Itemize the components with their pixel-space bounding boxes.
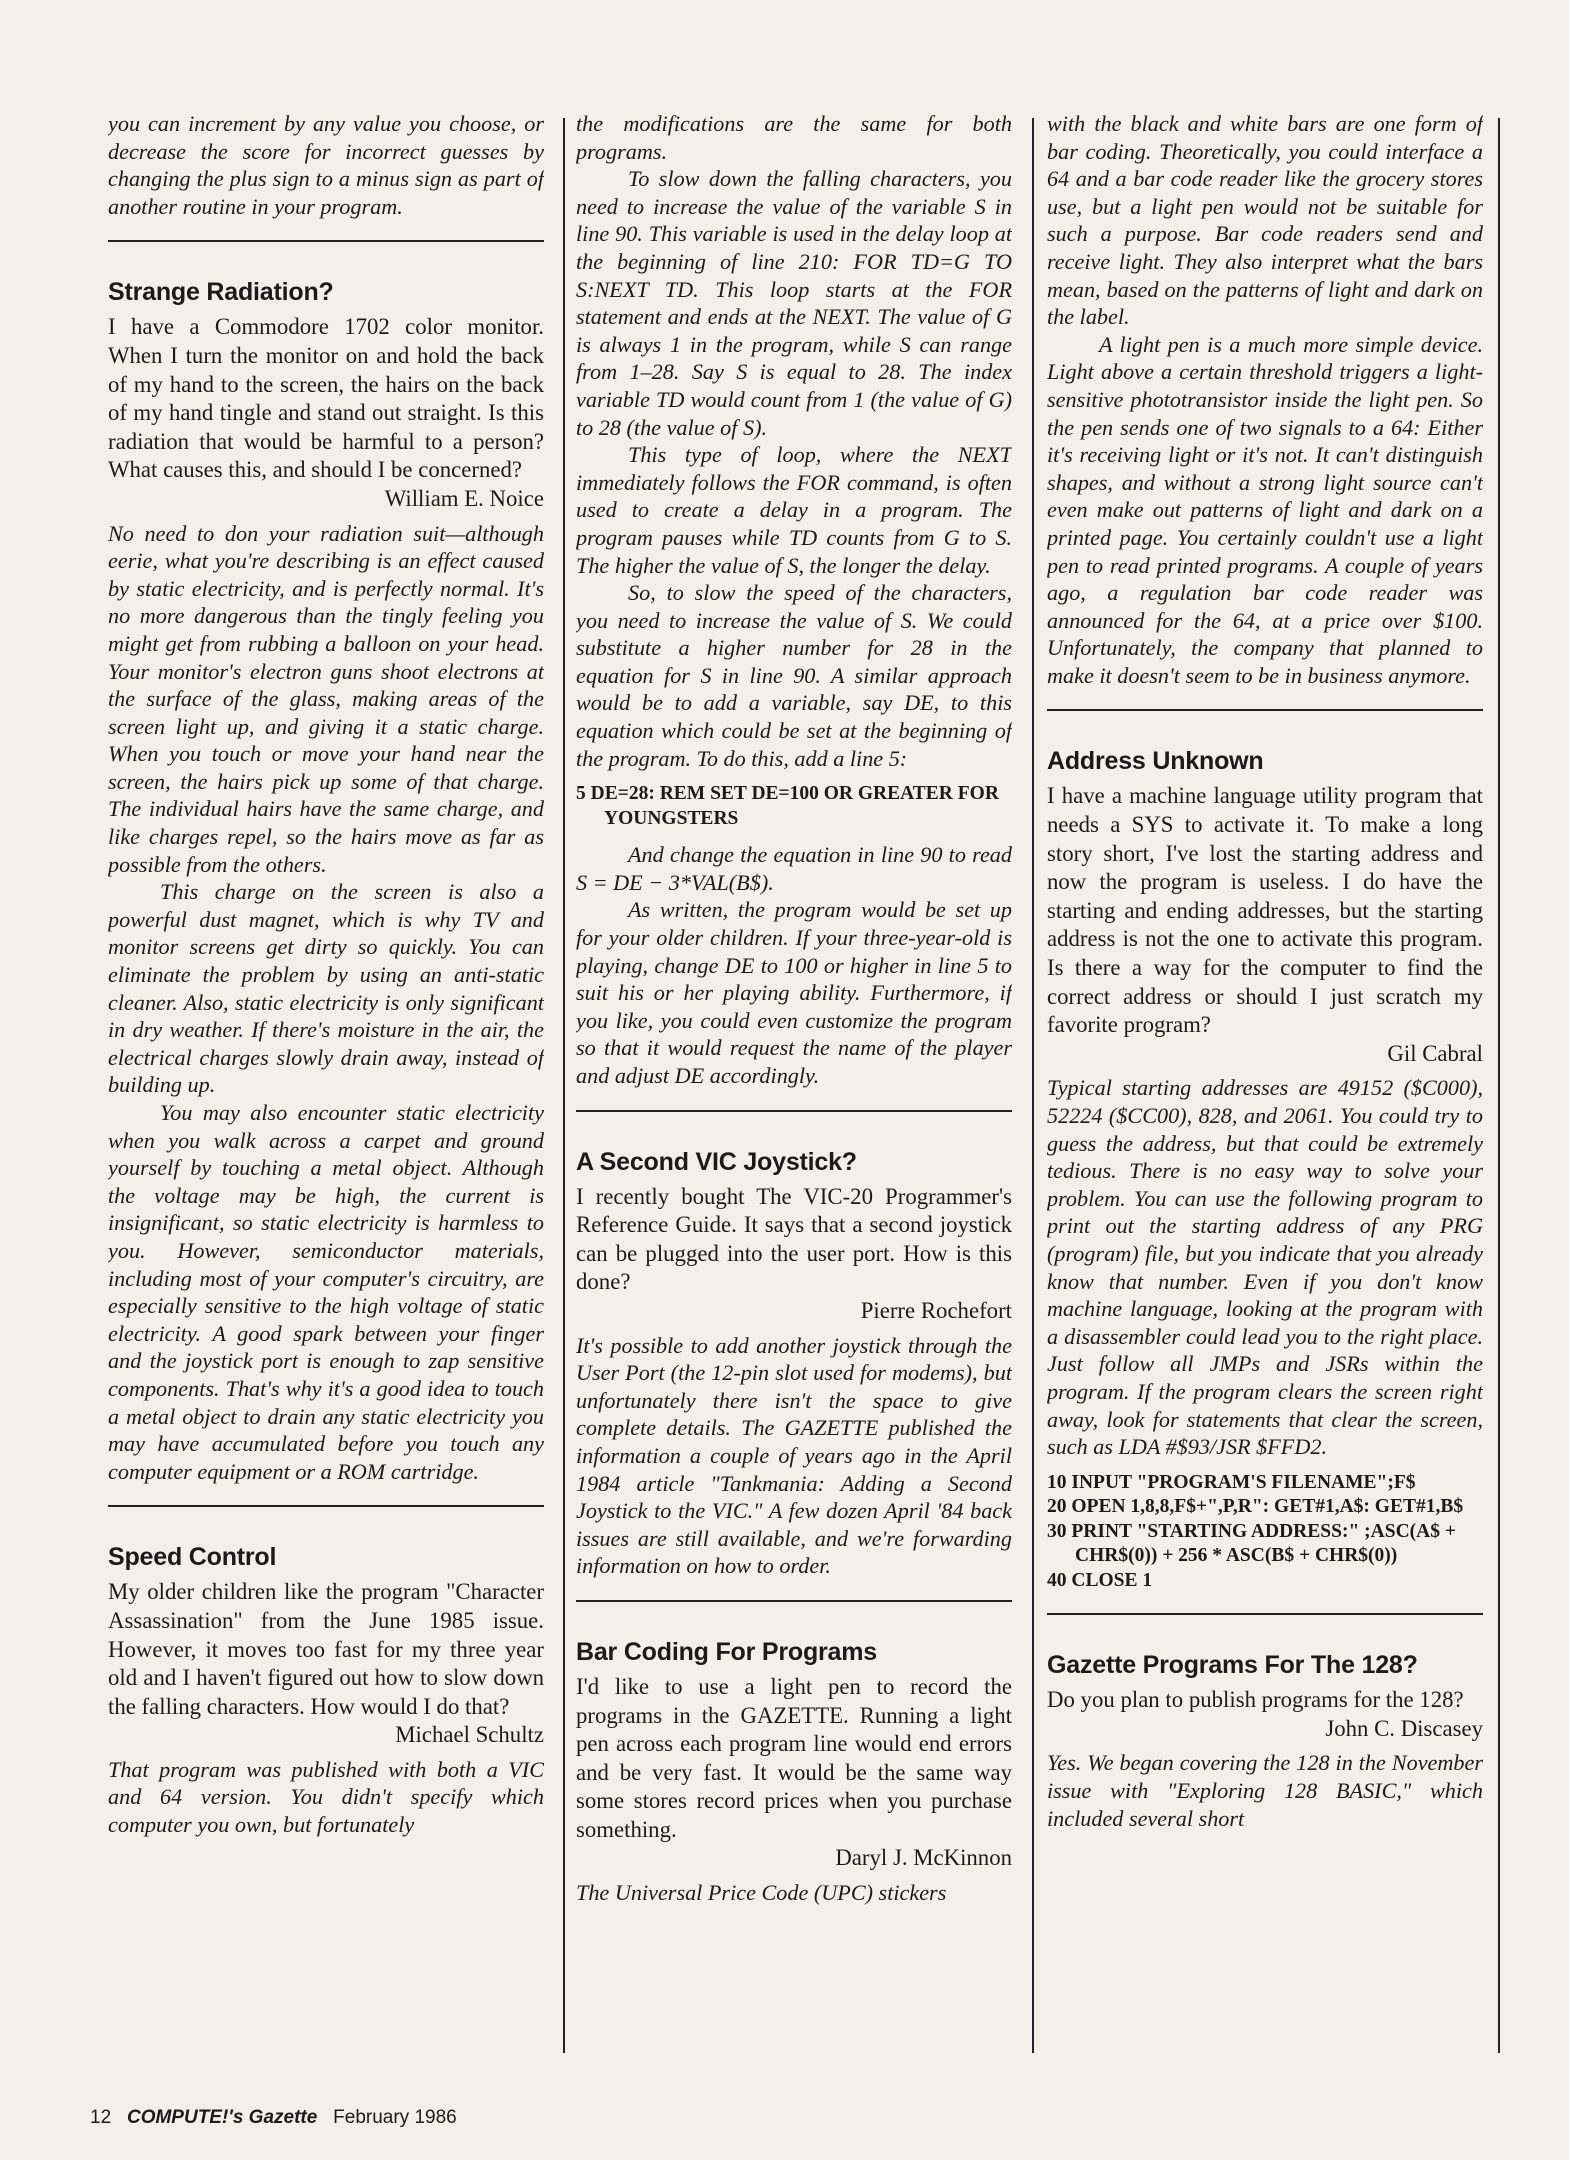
answer-text: A light pen is a much more simple device. Light above a certain threshold triggers a light-sensitive phototransistor inside the light pen. So the pen sends one of two signals to a 64: Either it's receiving light or it's not. It can't distinguish shapes, and without a strong light source can't even make out patterns of light and dark on a printed page. You certainly couldn't use a light pen to read printed programs. A couple of years ago, a regulation bar code reader was announced for the 64, at a price over $100. Unfortunately, the company that planned to make it doesn't seem to be in business anymore.	[1047, 331, 1483, 688]
section-rule	[1047, 1613, 1483, 1615]
answer-text: To slow down the falling characters, you need to increase the value of the variable S in line 90. This variable is used in the delay loop at the beginning of line 210: FOR TD=G TO S:NEXT TD. This loop starts at the FOR statement and ends at the NEXT. The value of G is always 1 in the program, while S can range from 1–28. Say S is equal to 28. The index variable TD would count from 1 (the value of G) to 28 (the value of S).	[576, 166, 1012, 440]
section-heading-address-unknown: Address Unknown	[1047, 747, 1264, 776]
signature: Michael Schultz	[395, 1722, 544, 1748]
column-1	[108, 110, 544, 1839]
answer-text: And change the equation in line 90 to read S = DE − 3*VAL(B$).	[576, 842, 1012, 895]
section-heading-bar-coding: Bar Coding For Programs	[576, 1637, 877, 1666]
column-rule-3	[1498, 118, 1500, 2053]
section-rule	[1047, 709, 1483, 711]
answer-text: with the black and white bars are one form of bar coding. Theoretically, you could interface a 64 and a bar code reader like the grocery stores use, but a light pen would not be suitable for such a purpose. Bar code readers send and receive light. They also interpret what the bars mean, based on the patterns of light and dark on the label.	[1047, 111, 1483, 330]
signature: Daryl J. McKinnon	[835, 1845, 1012, 1871]
answer-text: the modifications are the same for both programs.	[576, 111, 1012, 164]
column-rule-2	[1032, 118, 1034, 2053]
answer-text: This type of loop, where the NEXT immediately follows the FOR command, is often used to create a delay in a program. The program pauses while TD counts from G to S. The higher the value of S, the longer the delay.	[576, 442, 1012, 578]
code-line: 30 PRINT "STARTING ADDRESS:" ;ASC(A$ + CHR$(0)) + 256 * ASC(B$ + CHR$(0))	[1047, 1520, 1456, 1567]
question-text: I recently bought The VIC-20 Programmer's Reference Guide. It says that a second joystick can be plugged into the user port. How is this done?	[576, 1183, 1012, 1295]
question-text: Do you plan to publish programs for the 128?	[1047, 1687, 1464, 1713]
column-rule-1	[563, 118, 565, 2053]
answer-text: It's possible to add another joystick through the User Port (the 12-pin slot used for modems), but unfortunately there isn't the space to give complete details. The GAZETTE published the information a couple of years ago in the April 1984 article "Tankmania: Adding a Second Joystick to the VIC." A few dozen April '84 back issues are still available, and we're forwarding information on how to order.	[576, 1332, 1012, 1579]
section-heading-gazette-128: Gazette Programs For The 128?	[1047, 1651, 1418, 1680]
code-line: 40 CLOSE 1	[1047, 1569, 1153, 1591]
section-rule	[108, 1505, 544, 1507]
section-rule	[576, 1110, 1012, 1112]
page-footer	[90, 2107, 457, 2129]
signature: Gil Cabral	[1387, 1040, 1483, 1066]
magazine-name: COMPUTE!'s Gazette	[126, 2107, 318, 2128]
answer-text: Typical starting addresses are 49152 ($C000), 52224 ($CC00), 828, and 2061. You could try to guess the address, but that could be extremely tedious. There is no easy way to solve your problem. You can use the following program to print out the starting address of any PRG (program) file, but you indicate that you already know that number. Even if you don't know machine language, looking at the program with a disassembler could lead you to the right place. Just follow all JMPs and JSRs within the program. If the program clears the screen right away, look for statements that clear the screen, such as LDA #$93/JSR $FFD2.	[1047, 1075, 1483, 1460]
column-3	[1047, 110, 1483, 1832]
answer-text: The Universal Price Code (UPC) stickers	[576, 1880, 947, 1906]
issue-date: February 1986	[333, 2107, 457, 2128]
code-line: 20 OPEN 1,8,8,F$+",P,R": GET#1,A$: GET#1,B$	[1047, 1496, 1464, 1518]
section-rule	[576, 1600, 1012, 1602]
section-rule	[108, 240, 544, 242]
code-listing	[576, 782, 1012, 831]
answer-text: you can increment by any value you choose, or decrease the score for incorrect guesses by changing the plus sign to a minus sign as part of another routine in your program.	[108, 111, 544, 219]
signature: John C. Discasey	[1325, 1715, 1483, 1741]
signature: Pierre Rochefort	[860, 1297, 1012, 1323]
answer-text: No need to don your radiation suit—although eerie, what you're describing is an effect caused by static electricity, and is perfectly normal. It's no more dangerous than the tingly feeling you might get from rubbing a balloon on your head. Your monitor's electron guns shoot electrons at the surface of the glass, making areas of the screen light up, and giving it a static charge. When you touch or move your hand near the screen, the hairs pick up some of that charge. The individual hairs have the same charge, and like charges repel, so the hairs move as far as possible from the others.	[108, 520, 544, 877]
answer-text: So, to slow the speed of the characters, you need to increase the value of S. We could substitute a higher number for 28 in the equation for S in line 90. A similar approach would be to add a variable, say DE, to this equation which could be set at the beginning of the program. To do this, add a line 5:	[576, 580, 1012, 771]
code-listing	[1047, 1471, 1483, 1594]
question-text: I have a Commodore 1702 color monitor. When I turn the monitor on and hold the back of my hand to the screen, the hairs on the back of my hand tingle and stand out straight. Is this radiation that would be harmful to a person? What causes this, and should I be concerned?	[108, 314, 544, 483]
answer-text: As written, the program would be set up for your older children. If your three-year-old is playing, change DE to 100 or higher in line 5 to suit his or her playing ability. Furthermore, if you like, you could even customize the program so that it would request the name of the player and adjust DE accordingly.	[576, 897, 1012, 1088]
answer-text: Yes. We began covering the 128 in the November issue with "Exploring 128 BASIC," which included several short	[1047, 1750, 1483, 1831]
code-line: 10 INPUT "PROGRAM'S FILENAME";F$	[1047, 1471, 1416, 1493]
signature: William E. Noice	[384, 485, 544, 511]
question-text: I have a machine language utility program that needs a SYS to activate it. To make a long story short, I've lost the starting address and now the program is useless. I do have the starting and ending addresses, but the starting address is not the one to activate this program. Is there a way for the computer to find the correct address or should I just scratch my favorite program?	[1047, 783, 1483, 1038]
answer-text: That program was published with both a VIC and 64 version. You didn't specify which computer you own, but fortunately	[108, 1756, 544, 1838]
question-text: My older children like the program "Character Assassination" from the June 1985 issue. However, it moves too fast for my three year old and I haven't figured out how to slow down the falling characters. How would I do that?	[108, 1579, 544, 1719]
code-line: 5 DE=28: REM SET DE=100 OR GREATER FOR YOUNGSTERS	[576, 783, 999, 829]
answer-text: You may also encounter static electricity when you walk across a carpet and ground yourself by touching a metal object. Although the voltage may be high, the current is insignificant, so static electricity is harmless to you. However, semiconductor materials, including most of your computer's circuitry, are especially sensitive to the high voltage of static electricity. A good spark between your finger and the joystick port is enough to zap sensitive components. That's why it's a good idea to touch a metal object to drain any static electricity you may have accumulated before you touch any computer equipment or a ROM cartridge.	[108, 1100, 544, 1484]
section-heading-strange-radiation: Strange Radiation?	[108, 278, 334, 307]
page-number: 12	[90, 2107, 112, 2128]
column-2	[576, 110, 1012, 1907]
question-text: I'd like to use a light pen to record the programs in the GAZETTE. Running a light pen across each program line would end errors and be very fast. It would be the same way some stores record prices when you purchase something.	[576, 1673, 1012, 1842]
answer-text: This charge on the screen is also a powerful dust magnet, which is why TV and monitor screens get dirty so quickly. You can eliminate the problem by using an anti-static cleaner. Also, static electricity is only significant in dry weather. If there's moisture in the air, the electrical charges slowly drain away, instead of building up.	[108, 879, 544, 1098]
section-heading-second-vic-joystick: A Second VIC Joystick?	[576, 1147, 857, 1176]
section-heading-speed-control: Speed Control	[108, 1543, 277, 1572]
